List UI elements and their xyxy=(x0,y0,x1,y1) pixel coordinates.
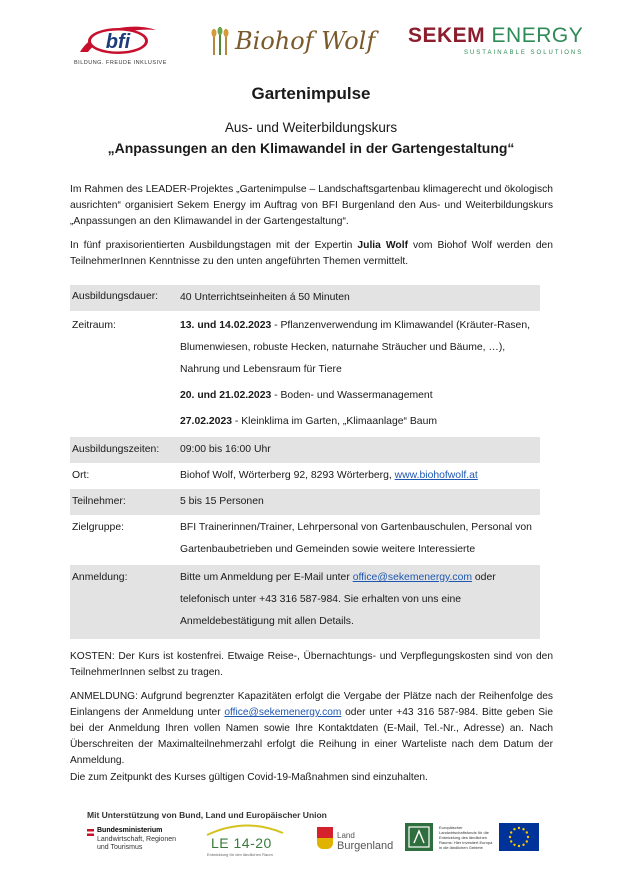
info-row-dauer xyxy=(70,285,540,311)
bfi-logo xyxy=(74,22,167,66)
header-logos xyxy=(74,20,584,68)
ministry-logo xyxy=(87,823,197,863)
course-title: „Anpassungen an den Klimawandel in der Gartengestaltung“ xyxy=(107,140,515,156)
costs-paragraph: KOSTEN: Der Kurs ist kostenfrei. Etwaige Reise-, Übernachtungs- und Verpflegungskosten sind von den TeilnehmerInnen selbst zu tragen. xyxy=(70,651,553,678)
ministry-text: Bundesministerium Landwirtschaft, Regionen und Tourismus xyxy=(97,827,176,851)
energy-word: ENERGY xyxy=(491,24,584,47)
leader-logo xyxy=(405,823,435,863)
eu-flag xyxy=(499,823,545,863)
course-info-table xyxy=(70,285,540,639)
land-burgenland-logo xyxy=(317,823,397,863)
label-anmeldung: Anmeldung: xyxy=(72,572,128,583)
info-row-anmeldung xyxy=(70,565,540,639)
label-dauer: Ausbildungsdauer: xyxy=(72,291,159,302)
bfi-tagline: BILDUNG. FREUDE INKLUSIVE xyxy=(74,60,167,66)
burgenland-crest-icon xyxy=(317,827,333,849)
biohof-website-link[interactable]: www.biohofwolf.at xyxy=(394,470,478,481)
austria-flag-icon xyxy=(87,829,94,836)
intro-paragraph-2: In fünf praxisorientierten Ausbildungstagen mit der Expertin Julia Wolf vom Biohof Wolf werden den TeilnehmerInnen Kenntnisse zu den unten angeführten Themen vermittelt. xyxy=(70,240,553,267)
label-ort: Ort: xyxy=(72,470,90,481)
value-anmeldung: Bitte um Anmeldung per E-Mail unter office@sekemenergy.com oder telefonisch unter +43 316 587-984. Sie erhalten von uns eine Anmeldebestätigung mit allen Details. xyxy=(180,572,496,627)
le-subtitle: Entwicklung für den ländlichen Raum xyxy=(207,852,273,857)
sponsor-logos xyxy=(87,823,547,863)
sekem-subline: SUSTAINABLE SOLUTIONS xyxy=(463,50,584,56)
info-row-ort xyxy=(70,463,540,489)
expert-name: Julia Wolf xyxy=(357,240,408,251)
biohof-wolf-logo xyxy=(209,24,375,58)
sekem-energy-logo xyxy=(408,24,583,56)
leader-icon xyxy=(405,823,433,851)
eu-stars-icon xyxy=(499,823,539,851)
zeitraum-entry-3: 27.02.2023 - Kleinklima im Garten, „Klimaanlage“ Baum xyxy=(180,416,438,427)
value-zeiten: 09:00 bis 16:00 Uhr xyxy=(180,444,271,455)
sponsors-heading: Mit Unterstützung von Bund, Land und Europäischer Union xyxy=(87,810,327,820)
bfi-swoosh-icon xyxy=(74,22,160,58)
le-1420-logo xyxy=(205,823,285,863)
eafrd-text-block xyxy=(439,823,495,863)
label-zeitraum: Zeitraum: xyxy=(72,320,116,331)
zeitraum-entry-1: 13. und 14.02.2023 - Pflanzenverwendung im Klimawandel (Kräuter-Rasen, Blumenwiesen, robuste Hecken, naturnahe Sträucher und Bäume, …), Nahrung und Lebensraum für Tiere xyxy=(180,320,530,375)
registration-paragraph: ANMELDUNG: Aufgrund begrenzter Kapazitäten erfolgt die Vergabe der Plätze nach der Reihenfolge des Einlangens der Anmeldung unter office@sekemenergy.com oder unter +43 316 587-984. Bitte geben Sie bei der Anmeldung Ihren vollen Namen sowie Ihre Kontaktdaten (E-Mail, Tel.-Nr., Adresse) an. Nach Überschreiten der Maximalteilnehmerzahl erfolgt die Reihung in einer Warteliste nach dem Datum der Anmeldung. xyxy=(70,691,553,766)
info-row-teilnehmer xyxy=(70,489,540,515)
burgenland-text: Land Burgenland xyxy=(337,831,394,852)
page-title: Gartenimpulse xyxy=(251,84,371,103)
email-link[interactable]: office@sekemenergy.com xyxy=(352,572,473,583)
wheat-icon xyxy=(209,25,231,57)
eafrd-text: Europäischer Landwirtschaftsfonds für die Entwicklung des ländlichen Raums: Hier investiert Europa in die ländlichen Gebiete xyxy=(439,825,493,850)
value-zeitraum xyxy=(180,315,535,433)
value-dauer: 40 Unterrichtseinheiten á 50 Minuten xyxy=(180,292,350,303)
value-teilnehmer: 5 bis 15 Personen xyxy=(180,496,264,507)
sekem-word: SEKEM xyxy=(408,24,486,47)
email-link-2[interactable]: office@sekemenergy.com xyxy=(224,707,342,718)
covid-paragraph: Die zum Zeitpunkt des Kurses gültigen Covid-19-Maßnahmen sind einzuhalten. xyxy=(70,772,428,783)
label-teilnehmer: Teilnehmer: xyxy=(72,496,126,507)
label-zielgruppe: Zielgruppe: xyxy=(72,522,124,533)
info-row-zeitraum xyxy=(70,311,540,437)
intro-paragraph-1: Im Rahmen des LEADER-Projektes „Gartenimpulse – Landschaftsgartenbau klimagerecht und ökologisch ausrichten“ organisiert Sekem Energy im Auftrag von BFI Burgenland den Aus- und Weiterbildungskurs „Anpassungen an den Klimawandel in der Gartengestaltung“. xyxy=(70,184,553,227)
bfi-word: bfi xyxy=(105,31,131,53)
info-row-zielgruppe xyxy=(70,515,540,565)
course-type: Aus- und Weiterbildungskurs xyxy=(224,120,398,135)
info-row-zeiten xyxy=(70,437,540,463)
zeitraum-entry-2: 20. und 21.02.2023 - Boden- und Wassermanagement xyxy=(180,390,433,401)
biohof-word: Biohof Wolf xyxy=(235,27,376,55)
value-zielgruppe: BFI Trainerinnen/Trainer, Lehrpersonal von Gartenbauschulen, Personal von Gartenbaubetrieben und Gemeinden sowie weitere Interessierte xyxy=(180,522,532,555)
value-ort: Biohof Wolf, Wörterberg 92, 8293 Wörterberg, www.biohofwolf.at xyxy=(180,470,478,481)
label-zeiten: Ausbildungszeiten: xyxy=(72,444,160,455)
le-title: LE 14-20 xyxy=(211,835,272,851)
